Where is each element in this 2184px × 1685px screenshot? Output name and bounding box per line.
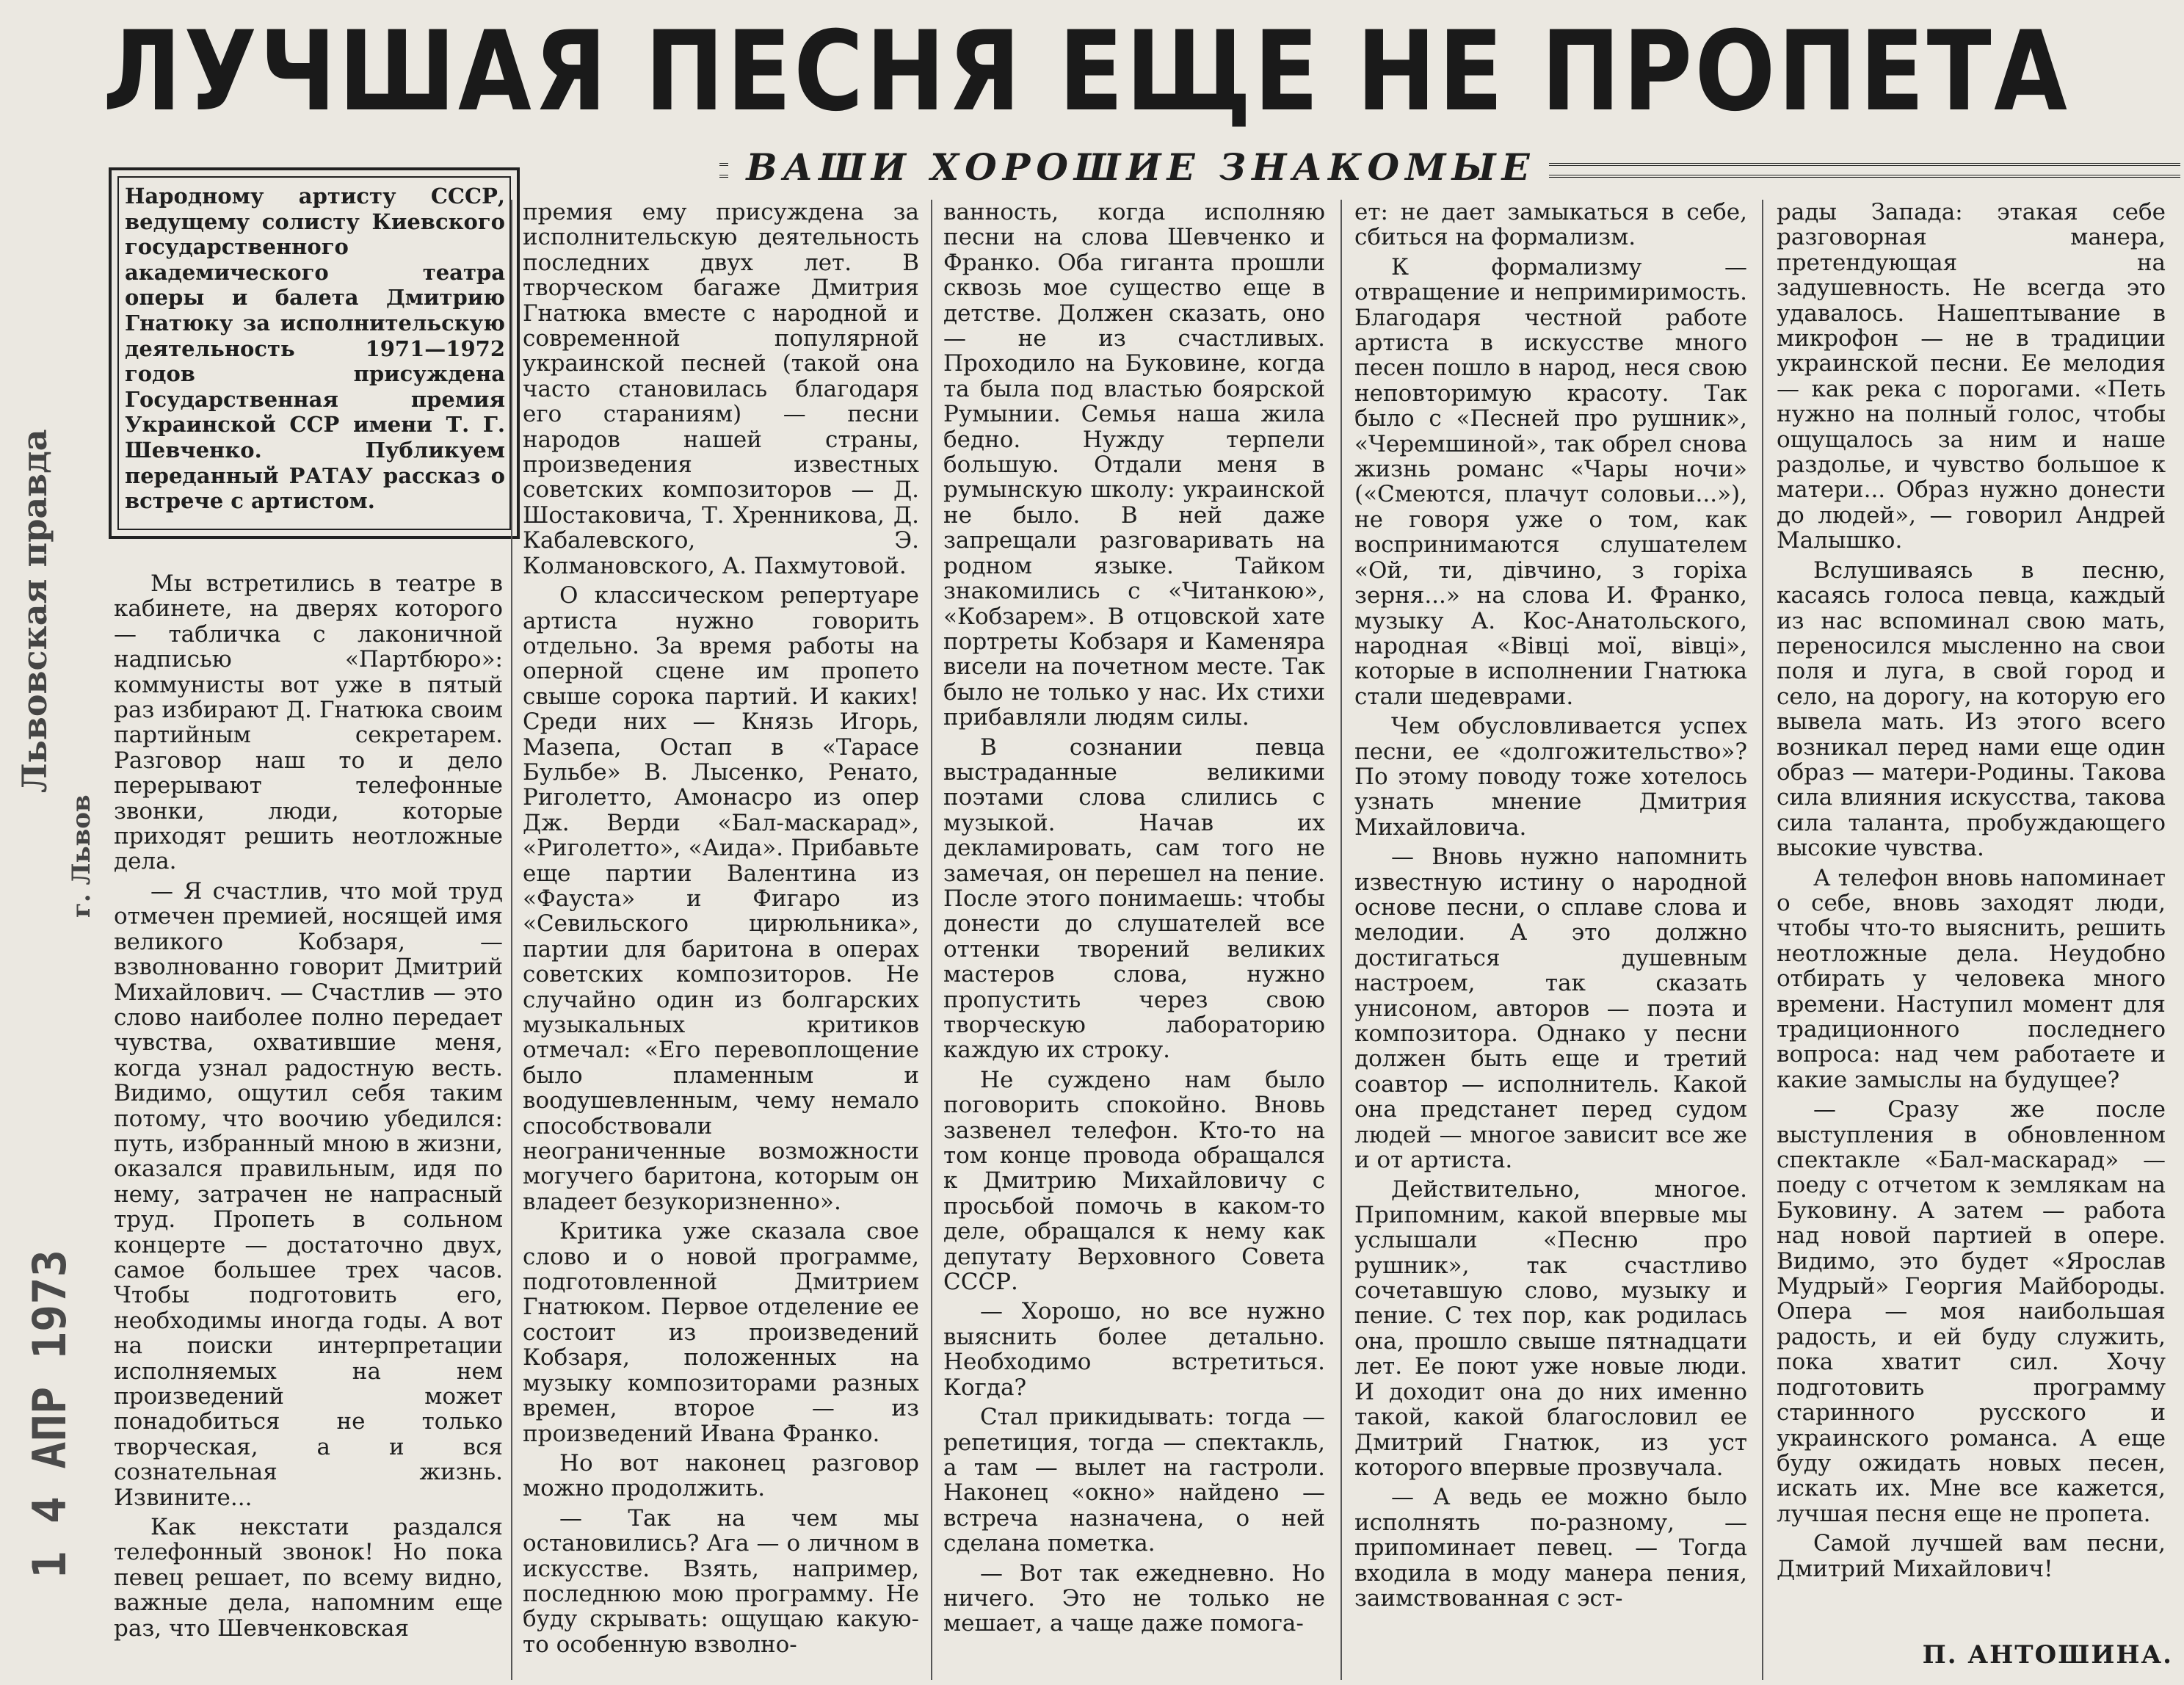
paragraph: премия ему присуждена за исполнительскую деятельность последних двух лет. В творческом багаже Дмитрия Гнатюка вместе с народной и современной популярной украинской песней (такой она часто становилась благодаря его стараниям) — песни народов нашей страны, произведения известных советских композиторов — Д. Шостаковича, Т. Хренникова, Д. Кабалевского, Э. Колмановского, А. Пахмутовой. [523, 200, 919, 579]
paragraph: Стал прикидывать: тогда — репетиция, тогда — спектакль, а там — вылет на гастроли. Наконец «окно» найдено — встреча назначена, о ней сделана пометка. [943, 1404, 1325, 1557]
paragraph: Самой лучшей вам песни, Дмитрий Михайлович! [1777, 1530, 2166, 1582]
paragraph: Вслушиваясь в песню, касаясь голоса певца, каждый из нас вспоминал свою мать, переносился мысленно на свои поля и луга, в свой город и село, на дорогу, на которую его вывела мать. Из этого всего возникал перед нами еще один образ — матери-Родины. Такова сила влияния искусства, такова сила таланта, пробуждающего высокие чувства. [1777, 557, 2166, 862]
paragraph: О классическом репертуаре артиста нужно говорить отдельно. За время работы на оперной сцене им пропето свыше сорока партий. И каких! Среди них — Князь Игорь, Мазепа, Остап в «Тарасе Бульбе» В. Лысенко, Ренато, Риголетто, Амонасро из опер Дж. Верди «Бал-маскарад», «Риголетто», «Аида». Прибавьте еще партии Валентина из «Фауста» и Фигаро из «Севильского цирюльника», партии для баритона в операх советских композиторов. Не случайно один из болгарских музыкальных критиков отмечал: «Его перевоплощение было пламенным и воодушевленным, чему немало способствовали неограниченные возможности могучего баритона, которым он владеет безукоризненно». [523, 582, 919, 1215]
paragraph: Не суждено нам было поговорить спокойно. Вновь зазвенел телефон. Кто-то на том конце провода обращался к Дмитрию Михайловичу с просьбой помочь в каком-то деле, обращался к нему как депутату Верховного Совета СССР. [943, 1066, 1325, 1296]
city-stamp: г. Львов [67, 794, 96, 918]
paragraph: — Сразу же после выступления в обновленном спектакле «Бал-маскарад» — поеду с отчетом к землякам на Буковину. А затем — работа над новой партией в опере. Видимо, это будет «Ярослав Мудрый» Георгия Майбороды. Опера — моя наибольшая радость, и ей буду служить, пока хватит сил. Хочу подготовить программу старинного русского и украинского романса. А еще буду ожидать новых песен, искать их. Мне все кажется, лучшая песня еще не пропета. [1777, 1096, 2166, 1527]
paragraph: Критика уже сказала свое слово и о новой программе, подготовленной Дмитрием Гнатюком. Первое отделение ее состоит из произведений Кобзаря, положенных на музыку композиторами разных времен, второе — из произведений Ивана Франко. [523, 1218, 919, 1447]
paragraph: Мы встретились в театре в кабинете, на дверях которого — табличка с лаконичной надписью «Партбюро»: коммунисты вот уже в пятый раз избирают Д. Гнатюка своим партийным секретарем. Разговор наш то и дело перерывают телефонные звонки, люди, которые приходят решить неотложные дела. [114, 571, 503, 875]
publication-stamp: Львовская правда [15, 429, 54, 793]
column-3 [943, 200, 1325, 1680]
paragraph: Действительно, многое. Припомним, какой впервые мы услышали «Песню про рушник», так счастливо сочетавшую слово, музыку и пение. С тех пор, как родилась она, прошло свыше пятнадцати лет. Ее поют уже новые люди. И доходит она до них именно такой, какой благословил ее Дмитрий Гнатюк, из уст которого впервые прозвучала. [1354, 1176, 1747, 1481]
headline: ЛУЧШАЯ ПЕСНЯ ЕЩЕ НЕ ПРОПЕТА [103, 8, 2070, 136]
paragraph: В сознании певца выстраданные великими поэтами слова слились с музыкой. Начав их декламировать, сам того не замечая, он перешел на пение. После этого понимаешь: чтобы донести до слушателей все оттенки творений великих мастеров слова, нужно пропустить через свою творческую лабораторию каждую их строку. [943, 733, 1325, 1064]
column-rule [511, 200, 512, 1680]
rubric-banner [719, 145, 2180, 189]
rubric-rule-right [1549, 163, 2180, 178]
column-4 [1354, 200, 1747, 1680]
paragraph: Чем обусловливается успех песни, ее «долгожительство»? По этому поводу тоже хотелось узнать мнение Дмитрия Михайловича. [1354, 713, 1747, 841]
paragraph: ванность, когда исполняю песни на слова Шевченко и Франко. Оба гиганта прошли сквозь мое существо еще в детстве. Должен сказать, оно — не из счастливых. Проходило на Буковине, когда та была под властью боярской Румынии. Семья наша жила бедно. Нужду терпели большую. Отдали меня в румынскую школу: украинской не было. В ней даже запрещали разговаривать на родном языке. Тайком знакомились с «Читанкою», «Кобзарем». В отцовской хате портреты Кобзаря и Каменяра висели на почетном месте. Так было не только у нас. Их стихи прибавляли людям силы. [943, 200, 1325, 731]
date-stamp: 1 4 АПР 1973 [23, 1250, 76, 1579]
paragraph: — Хорошо, но все нужно выяснить более детально. Необходимо встретиться. Когда? [943, 1298, 1325, 1401]
lead-box: Народному артисту СССР, ведущему солисту Киевского государственного академического театра оперы и балета Дмитрию Гнатюку за исполнительскую деятельность 1971—1972 годов присуждена Государственная премия Украинской ССР имени Т. Г. Шевченко. Публикуем переданный РАТАУ рассказ о встрече с артистом. [109, 167, 520, 539]
paragraph: Как некстати раздался телефонный звонок! Но пока певец решает, по всему видно, важные дела, напомним еще раз, что Шевченковская [114, 1514, 503, 1642]
column-2 [523, 200, 919, 1680]
column-5 [1777, 200, 2166, 1598]
column-rule [1340, 200, 1342, 1680]
column-rule [1762, 200, 1763, 1680]
paragraph: Но вот наконец разговор можно продолжить. [523, 1449, 919, 1502]
paragraph: А телефон вновь напоминает о себе, вновь заходят люди, чтобы что-то выяснить, решить неотложные дела. Неудобно отбирать у человека много времени. Наступил момент для традиционного последнего вопроса: над чем работаете и какие замыслы на будущее? [1777, 864, 2166, 1093]
paragraph: — Я счастлив, что мой труд отмечен премией, носящей имя великого Кобзаря, — взволнованно говорит Дмитрий Михайлович. — Счастлив — это слово наиболее полно передает чувства, охватившие меня, когда узнал радостную весть. Видимо, ощутил себя таким потому, что воочию убедился: путь, избранный мною в жизни, оказался правильным, идя по нему, затрачен не напрасный труд. Пропеть в сольном концерте — достаточно двух, самое большее трех часов. Чтобы подготовить его, необходимы иногда годы. А вот на поиски интерпретации исполняемых на нем произведений может понадобиться не только творческая, а и вся сознательная жизнь. Извините... [114, 877, 503, 1511]
paragraph: — Вот так ежедневно. Но ничего. Это не только не мешает, а чаще даже помога- [943, 1559, 1325, 1637]
rubric-title: ВАШИ ХОРОШИЕ ЗНАКОМЫЕ [746, 145, 1536, 189]
column-rule [931, 200, 932, 1680]
paragraph: рады Запада: этакая себе разговорная манера, претендующая на задушевность. Не всегда это удавалось. Нашептывание в микрофон — не в традиции украинской песни. Ее мелодия — как река с порогами. «Петь нужно на полный голос, чтобы ощущалось за ним и наше раздолье, и чувство большое к матери... Образ нужно донести до людей», — говорил Андрей Малышко. [1777, 200, 2166, 554]
paragraph: — Вновь нужно напомнить известную истину о народной основе песни, о сплаве слова и мелодии. А это должно достигаться душевным настроем, так сказать унисоном, авторов — поэта и композитора. Однако у песни должен быть еще и третий соавтор — исполнитель. Какой она предстанет перед судом людей — многое зависит все же и от артиста. [1354, 844, 1747, 1174]
paragraph: К формализму — отвращение и непримиримость. Благодаря честной работе артиста в искусстве много песен пошло в народ, неся свою неповторимую красоту. Так было с «Песней про рушник», «Черемшиной», так обрел снова жизнь романс «Чары ночи» («Смеются, плачут соловьи...»), не говоря уже о том, как воспринимаются слушателем «Ой, ти, дівчино, з горіха зерня...» на слова И. Франко, музыку А. Кос-Анатольского, народная «Вівці мої, вівці», которые в исполнении Гнатюка стали шедеврами. [1354, 253, 1747, 710]
author-signature: П. АНТОШИНА. [1922, 1640, 2173, 1670]
paragraph: ет: не дает замыкаться в себе, сбиться на формализм. [1354, 200, 1747, 251]
rubric-rule-left [719, 163, 728, 178]
column-1 [114, 571, 503, 1680]
paragraph: — Так на чем мы остановились? Ага — о личном в искусстве. Взять, например, последнюю мою программу. Не буду скрывать: ощущаю какую-то особенную взволно- [523, 1504, 919, 1658]
paragraph: — А ведь ее можно было исполнять по-разному, — припоминает певец. — Тогда входила в моду манера пения, заимствованная с эст- [1354, 1484, 1747, 1612]
